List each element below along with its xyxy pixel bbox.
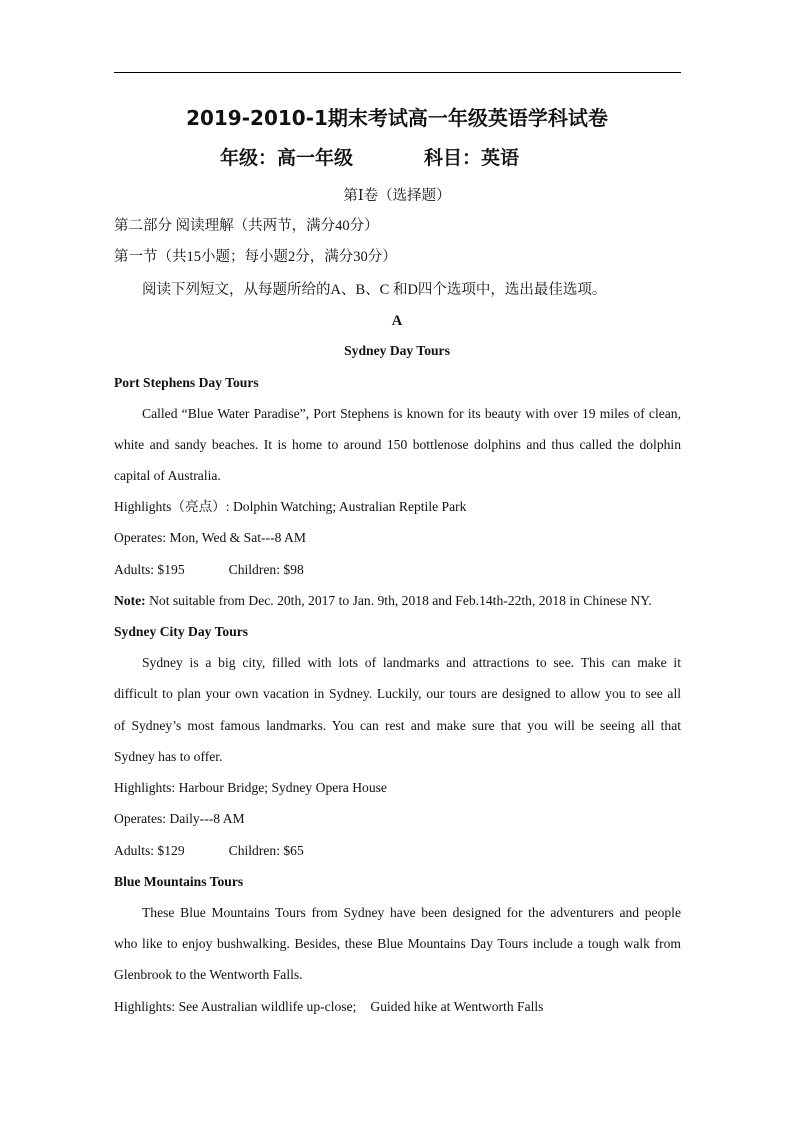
highlights-part-2: Guided hike at Wentworth Falls — [370, 999, 544, 1014]
tour-heading-port-stephens: Port Stephens Day Tours — [114, 375, 259, 390]
volume-title: 第Ⅰ卷（选择题） — [343, 188, 451, 204]
port-operates: Operates: Mon, Wed & Sat---8 AM — [114, 530, 306, 545]
city-operates: Operates: Daily---8 AM — [114, 811, 245, 826]
city-desc-line: Sydney is a big city, filled with lots of landmarks and attractions to see. This can make it — [142, 655, 681, 670]
city-desc-line: Sydney has to offer. — [114, 749, 223, 764]
blue-highlights — [114, 999, 681, 1015]
tour-heading-sydney-city: Sydney City Day Tours — [114, 624, 249, 639]
note-label: Note: — [114, 593, 146, 608]
note-text: Not suitable from Dec. 20th, 2017 to Jan. 9th, 2018 and Feb.14th-22th, 2018 in Chinese NY. — [145, 593, 652, 608]
adult-price: Adults: $195 — [114, 562, 185, 577]
highlights-label: Highlights（亮点）: — [114, 499, 230, 514]
port-desc-line: white and sandy beaches. It is home to around 150 bottlenose dolphins and thus called the dolphin — [114, 437, 681, 452]
port-desc-line: Called “Blue Water Paradise”, Port Stephens is known for its beauty with over 19 miles of clean, — [142, 406, 681, 421]
section-title: 第一节（共15小题；每小题2分，满分30分） — [114, 249, 397, 265]
passage-title: Sydney Day Tours — [344, 343, 450, 358]
port-prices — [114, 562, 681, 578]
city-highlights: Highlights: Harbour Bridge; Sydney Opera House — [114, 780, 387, 795]
port-note — [114, 593, 681, 609]
blue-desc-line: Glenbrook to the Wentworth Falls. — [114, 967, 303, 982]
blue-desc-line: who like to enjoy bushwalking. Besides, these Blue Mountains Day Tours include a tough walk from — [114, 936, 681, 951]
port-desc-line: capital of Australia. — [114, 468, 221, 483]
instruction: 阅读下列短文，从每题所给的A、B、C 和D四个选项中，选出最佳选项。 — [142, 282, 607, 298]
exam-title: 2019-2010-1期末考试高一年级英语学科试卷 — [186, 106, 608, 130]
passage-letter: A — [391, 313, 403, 329]
adult-price: Adults: $129 — [114, 843, 185, 858]
tour-heading-blue-mountains: Blue Mountains Tours — [114, 874, 244, 889]
city-prices — [114, 843, 681, 859]
port-highlights — [114, 499, 681, 515]
header-rule — [114, 72, 681, 73]
city-desc-line: of Sydney’s most famous landmarks. You can rest and make sure that you will be seeing all that — [114, 718, 681, 733]
subject-label: 科目：英语 — [424, 147, 520, 169]
highlights-part-1: Highlights: See Australian wildlife up-close; — [114, 999, 357, 1014]
part-title: 第二部分 阅读理解（共两节，满分40分） — [114, 218, 379, 234]
child-price: Children: $98 — [228, 562, 304, 577]
highlights-text: Dolphin Watching; Australian Reptile Park — [229, 499, 467, 514]
city-desc-line: difficult to plan your own vacation in Sydney. Luckily, our tours are designed to allow you to see all — [114, 686, 681, 701]
grade-label: 年级：高一年级 — [220, 147, 354, 169]
blue-desc-line: These Blue Mountains Tours from Sydney have been designed for the adventurers and people — [142, 905, 681, 920]
child-price: Children: $65 — [228, 843, 304, 858]
